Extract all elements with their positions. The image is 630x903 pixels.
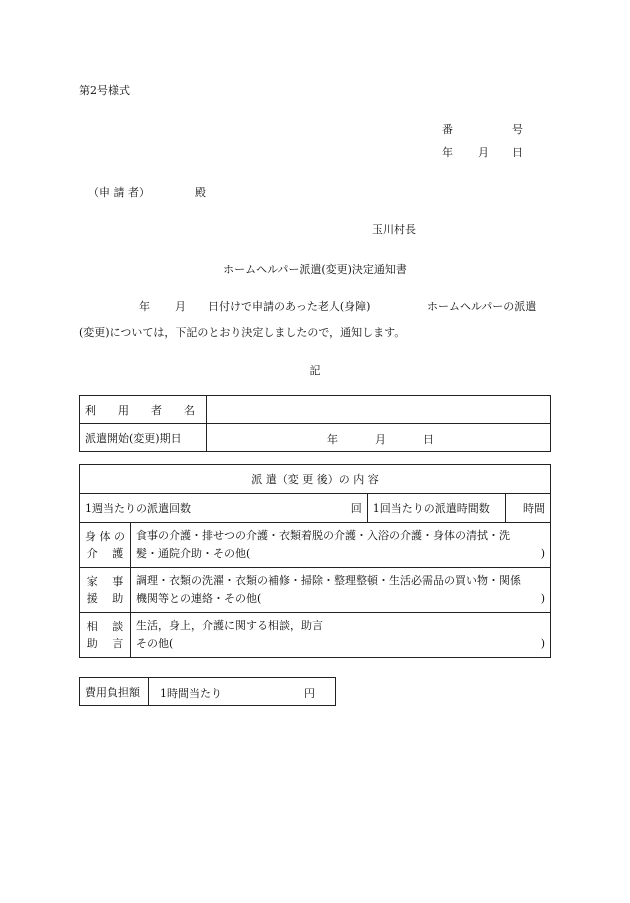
start-year: 年: [327, 432, 338, 446]
hours-label: 1回当たりの派遣時間数: [367, 494, 505, 523]
category-label-bottom: 介 護: [86, 547, 124, 560]
table-row: [80, 523, 551, 568]
table-row: [80, 568, 551, 613]
number-label: 番: [442, 123, 453, 136]
applicant-label: （申 請 者）: [88, 186, 150, 199]
document-title: ホームヘルパー派遣(変更)決定通知書: [223, 263, 407, 276]
table-row: [80, 613, 551, 658]
description-line-1: 食事の介護・排せつの介護・衣類着脱の介護・入浴の介護・身体の清拭・洗: [136, 529, 510, 542]
housework-description: [131, 568, 551, 613]
date-month-label: 月: [478, 146, 489, 159]
category-label-top: 相 談: [86, 620, 124, 633]
other-label: その他(: [136, 637, 174, 650]
ki-heading: 記: [309, 364, 321, 377]
close-paren: ): [540, 592, 545, 605]
cost-label: 費用負担額: [80, 678, 149, 706]
dispatch-content-header: 派 遣（変 更 後）の 内 容: [80, 465, 551, 494]
form-number: 第2号様式: [79, 84, 130, 97]
category-label-bottom: 助 言: [86, 637, 124, 650]
description-line-2: [136, 635, 545, 653]
category-label-top: 身 体 の: [85, 530, 125, 543]
body-dated-text: 日付けで申請のあった老人(身障): [208, 300, 371, 313]
description-line-1: 生活，身上，介護に関する相談，助言: [136, 619, 323, 632]
issuer-name: 玉川村長: [372, 223, 416, 236]
table-row: [80, 424, 551, 452]
category-label-bottom: 援 助: [86, 592, 124, 605]
close-paren: ): [540, 637, 545, 650]
notice-line-2: (変更)については，下記のとおり決定しましたので，通知します。: [79, 326, 406, 339]
category-physical-care: [80, 523, 131, 568]
table-row: [80, 396, 551, 424]
notice-body: [79, 294, 561, 346]
hours-unit: 時間: [523, 502, 545, 515]
date-year-label: 年: [442, 146, 453, 159]
per-hour-label: 1時間当たり: [160, 686, 222, 700]
cost-field[interactable]: [149, 678, 336, 706]
close-paren: ): [540, 547, 545, 560]
weekly-count-label: 1週当たりの派遣回数: [85, 502, 191, 515]
description-line-2: [136, 545, 545, 563]
start-date-field[interactable]: [207, 424, 551, 452]
consultation-description: [131, 613, 551, 658]
user-name-label: 利 用 者 名: [80, 396, 207, 424]
start-date-label: 派遣開始(変更)期日: [80, 424, 207, 452]
description-line-1: 調理・衣類の洗濯・衣類の補修・掃除・整理整頓・生活必需品の買い物・関係: [136, 574, 521, 587]
honorific: 殿: [195, 186, 206, 199]
user-name-field[interactable]: [207, 396, 551, 424]
weekly-count-cell[interactable]: [80, 494, 368, 523]
start-month: 月: [375, 432, 386, 446]
cost-table: [79, 677, 336, 706]
other-label: 髪・通院介助・その他(: [136, 547, 251, 560]
date-day-label: 日: [512, 146, 523, 159]
other-label: 機関等との連絡・その他(: [136, 592, 262, 605]
number-suffix: 号: [512, 123, 523, 136]
category-consultation: [80, 613, 131, 658]
body-year: 年: [139, 300, 150, 313]
table-row: [80, 494, 551, 523]
notice-line-1: [79, 294, 561, 320]
hours-cell[interactable]: [505, 494, 550, 523]
table-row: [80, 678, 336, 706]
category-housework: [80, 568, 131, 613]
start-day: 日: [423, 432, 434, 446]
yen-unit: 円: [304, 686, 315, 700]
table-row: [80, 465, 551, 494]
dispatch-content-table: [79, 464, 551, 658]
user-table: [79, 395, 551, 452]
description-line-2: [136, 590, 545, 608]
physical-care-description: [131, 523, 551, 568]
weekly-count-unit: 回: [350, 502, 362, 515]
category-label-top: 家 事: [86, 575, 124, 588]
body-service-text: ホームヘルパーの派遣: [427, 300, 537, 313]
body-month: 月: [175, 300, 186, 313]
